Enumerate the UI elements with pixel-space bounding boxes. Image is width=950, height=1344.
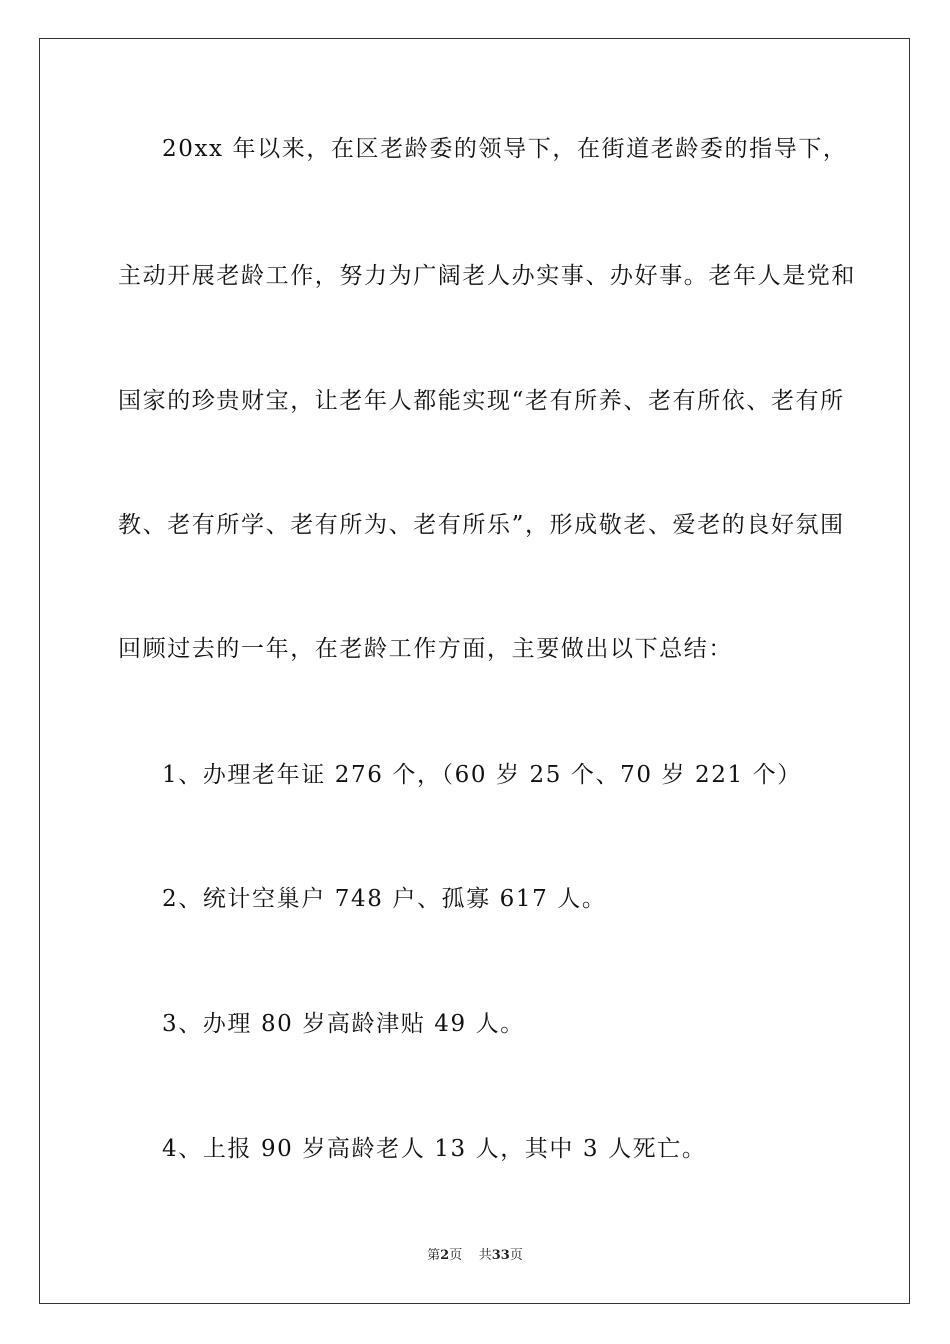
list-item-3: 3、办理 80 岁高龄津贴 49 人。 — [162, 1011, 525, 1037]
paragraph-line-4: 教、老有所学、老有所为、老有所乐”，形成敬老、爱老的良好氛围 — [118, 512, 845, 538]
page-border — [39, 38, 910, 1304]
footer-total-suffix: 页 — [509, 1248, 523, 1263]
paragraph-line-5: 回顾过去的一年，在老龄工作方面，主要做出以下总结： — [118, 636, 733, 662]
footer-page-number: 2 — [440, 1248, 450, 1263]
list-item-2: 2、统计空巢户 748 户、孤寡 617 人。 — [162, 886, 607, 912]
paragraph-line-2: 主动开展老龄工作，努力为广阔老人办实事、办好事。老年人是党和 — [118, 263, 856, 289]
footer-page-prefix: 第 — [427, 1248, 441, 1263]
page-footer — [0, 1247, 950, 1265]
list-item-1: 1、办理老年证 276 个，（60 岁 25 个、70 岁 221 个） — [162, 762, 802, 788]
footer-page-suffix: 页 — [449, 1248, 463, 1263]
footer-total-pages: 33 — [491, 1248, 510, 1263]
list-item-4: 4、上报 90 岁高龄老人 13 人，其中 3 人死亡。 — [162, 1136, 707, 1162]
paragraph-line-3: 国家的珍贵财宝，让老年人都能实现“老有所养、老有所依、老有所 — [118, 388, 845, 414]
paragraph-line-1: 20xx 年以来，在区老龄委的领导下，在街道老龄委的指导下， — [162, 136, 848, 162]
footer-total-prefix: 共 — [478, 1248, 492, 1263]
